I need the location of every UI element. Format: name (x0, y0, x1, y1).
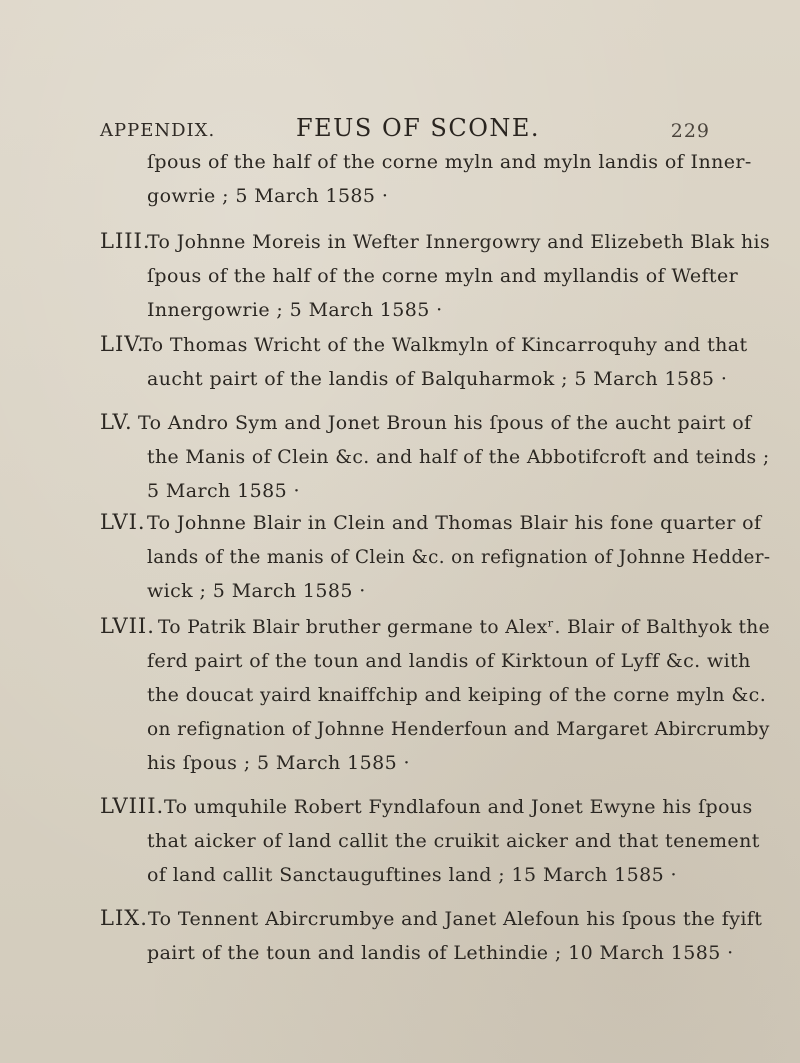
text-line: the Manis of Clein &c. and half of the Abbotifcroft and teinds ; (147, 446, 770, 468)
entry-number: LIII. (100, 229, 151, 253)
running-header (100, 114, 710, 154)
text-line: To Thomas Wricht of the Walkmyln of Kincarroquhy and that (140, 334, 748, 356)
text-line: of land callit Sanctauguftines land ; 15 March 1585 · (147, 864, 677, 886)
text-line: Innergowrie ; 5 March 1585 · (147, 299, 443, 321)
text-line: To umquhile Robert Fyndlafoun and Jonet Ewyne his ſpous (164, 796, 753, 818)
text-line: ſpous of the half of the corne myln and myllandis of Wefter (147, 265, 739, 287)
text-line: gowrie ; 5 March 1585 · (147, 185, 389, 207)
page-title: FEUS OF SCONE. (296, 114, 541, 142)
header-section-label: APPENDIX. (100, 120, 216, 141)
entry-number: LV. (100, 410, 133, 434)
entry-number: LVII. (100, 614, 155, 638)
text-line: ſpous of the half of the corne myln and myln landis of Inner- (147, 151, 752, 173)
text-line: To Andro Sym and Jonet Broun his ſpous of the aucht pairt of (138, 412, 752, 434)
text-line: ferd pairt of the toun and landis of Kirktoun of Lyff &c. with (147, 650, 751, 672)
text-line: on refignation of Johnne Henderfoun and Margaret Abircrumby (147, 718, 770, 740)
text-line: To Tennent Abircrumbye and Janet Alefoun his ſpous the fyift (148, 908, 763, 930)
text-line: To Patrik Blair bruther germane to Alexʳ. Blair of Balthyok the (158, 616, 771, 638)
page-number: 229 (670, 120, 710, 142)
text-line: To Johnne Moreis in Wefter Innergowry and Elizebeth Blak his (147, 231, 771, 253)
text-line: wick ; 5 March 1585 · (147, 580, 366, 602)
text-line: that aicker of land callit the cruikit aicker and that tenement (147, 830, 760, 852)
text-line: lands of the manis of Clein &c. on refignation of Johnne Hedder- (147, 546, 771, 568)
text-line: the doucat yaird knaiffchip and keiping of the corne myln &c. (147, 684, 767, 706)
text-line: pairt of the toun and landis of Lethindie ; 10 March 1585 · (147, 942, 734, 964)
entry-number: LVI. (100, 510, 146, 534)
entry-number: LIX. (100, 906, 148, 930)
text-line: aucht pairt of the landis of Balquharmok ; 5 March 1585 · (147, 368, 728, 390)
text-line: his ſpous ; 5 March 1585 · (147, 752, 410, 774)
entry-number: LVIII. (100, 794, 165, 818)
text-line: 5 March 1585 · (147, 480, 300, 502)
entry-number: LIV. (100, 332, 145, 356)
text-line: To Johnne Blair in Clein and Thomas Blair his fone quarter of (147, 512, 762, 534)
